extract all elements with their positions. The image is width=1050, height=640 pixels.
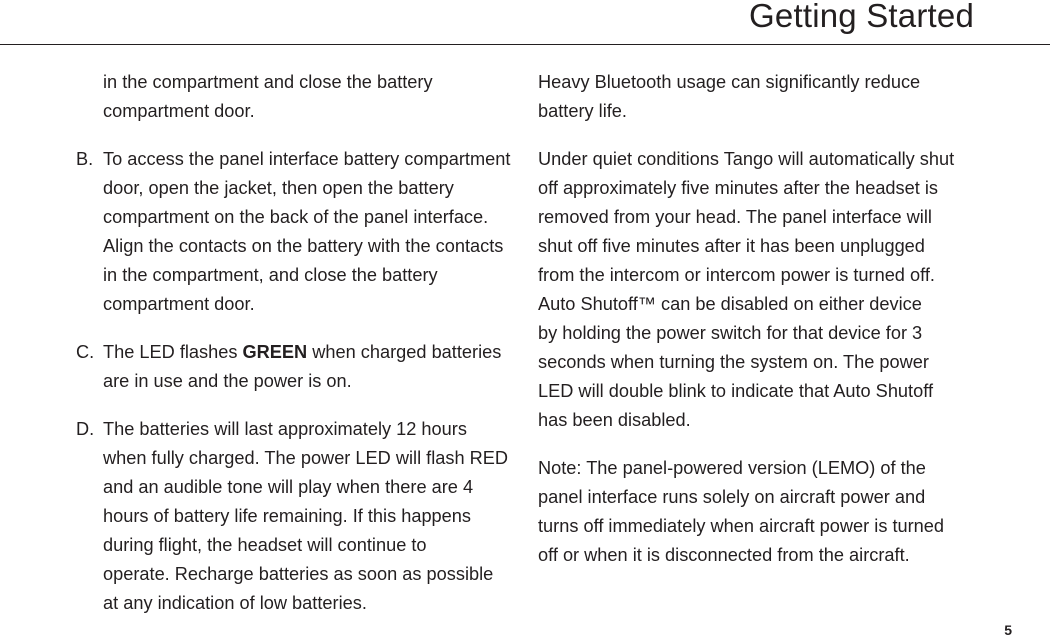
list-item-b xyxy=(76,145,526,319)
text-span: when charged batteries xyxy=(307,342,502,362)
text-line: compartment door. xyxy=(103,101,255,121)
left-column xyxy=(76,68,526,618)
text-line: by holding the power switch for that device for 3 xyxy=(538,323,923,343)
right-column xyxy=(538,68,988,570)
text-line: at any indication of low batteries. xyxy=(103,593,367,613)
text-line: has been disabled. xyxy=(538,410,691,430)
text-line: removed from your head. The panel interface will xyxy=(538,207,932,227)
text-line: turns off immediately when aircraft power is turned xyxy=(538,516,945,536)
text-line: panel interface runs solely on aircraft power and xyxy=(538,487,926,507)
text-line: To access the panel interface battery compartment xyxy=(103,149,511,169)
text-line: shut off five minutes after it has been unplugged xyxy=(538,236,925,256)
page-title: Getting Started xyxy=(749,0,974,34)
text-line: seconds when turning the system on. The power xyxy=(538,352,929,372)
list-item-c xyxy=(76,338,526,396)
green-emphasis: GREEN xyxy=(242,342,308,362)
text-line: Auto Shutoff™ can be disabled on either device xyxy=(538,294,922,314)
text-line: compartment on the back of the panel interface. xyxy=(103,207,489,227)
paragraph-note xyxy=(538,454,988,570)
paragraph-auto-shutoff xyxy=(538,145,988,435)
text-line: battery life. xyxy=(538,101,627,121)
text-line: in the compartment, and close the battery xyxy=(103,265,438,285)
text-line: Align the contacts on the battery with the contacts xyxy=(103,236,504,256)
text-line: off or when it is disconnected from the aircraft. xyxy=(538,545,910,565)
text-line: compartment door. xyxy=(103,294,255,314)
list-item-letter: D. xyxy=(76,419,95,439)
text-line: during flight, the headset will continue to xyxy=(103,535,427,555)
text-line: Under quiet conditions Tango will automatically shut xyxy=(538,149,955,169)
text-line: operate. Recharge batteries as soon as possible xyxy=(103,564,494,584)
text-line: door, open the jacket, then open the battery xyxy=(103,178,454,198)
list-item-letter: B. xyxy=(76,149,94,169)
text-line: LED will double blink to indicate that Auto Shutoff xyxy=(538,381,933,401)
continued-text xyxy=(76,68,526,126)
text-line: Note: The panel-powered version (LEMO) of the xyxy=(538,458,926,478)
page-number: 5 xyxy=(1004,622,1012,638)
text-line: The batteries will last approximately 12 hours xyxy=(103,419,467,439)
text-line xyxy=(103,338,526,367)
text-line: and an audible tone will play when there are 4 xyxy=(103,477,474,497)
text-line: off approximately five minutes after the headset is xyxy=(538,178,939,198)
text-span: The LED flashes xyxy=(103,342,243,362)
text-line: hours of battery life remaining. If this happens xyxy=(103,506,471,526)
text-line: in the compartment and close the battery xyxy=(103,72,433,92)
text-line: from the intercom or intercom power is turned off. xyxy=(538,265,935,285)
header-divider xyxy=(0,44,1050,45)
text-line: Heavy Bluetooth usage can significantly reduce xyxy=(538,72,921,92)
list-item-d xyxy=(76,415,526,618)
text-line: are in use and the power is on. xyxy=(103,371,352,391)
list-item-letter: C. xyxy=(76,342,95,362)
text-line: when fully charged. The power LED will flash RED xyxy=(103,448,509,468)
paragraph-bluetooth-usage xyxy=(538,68,988,126)
